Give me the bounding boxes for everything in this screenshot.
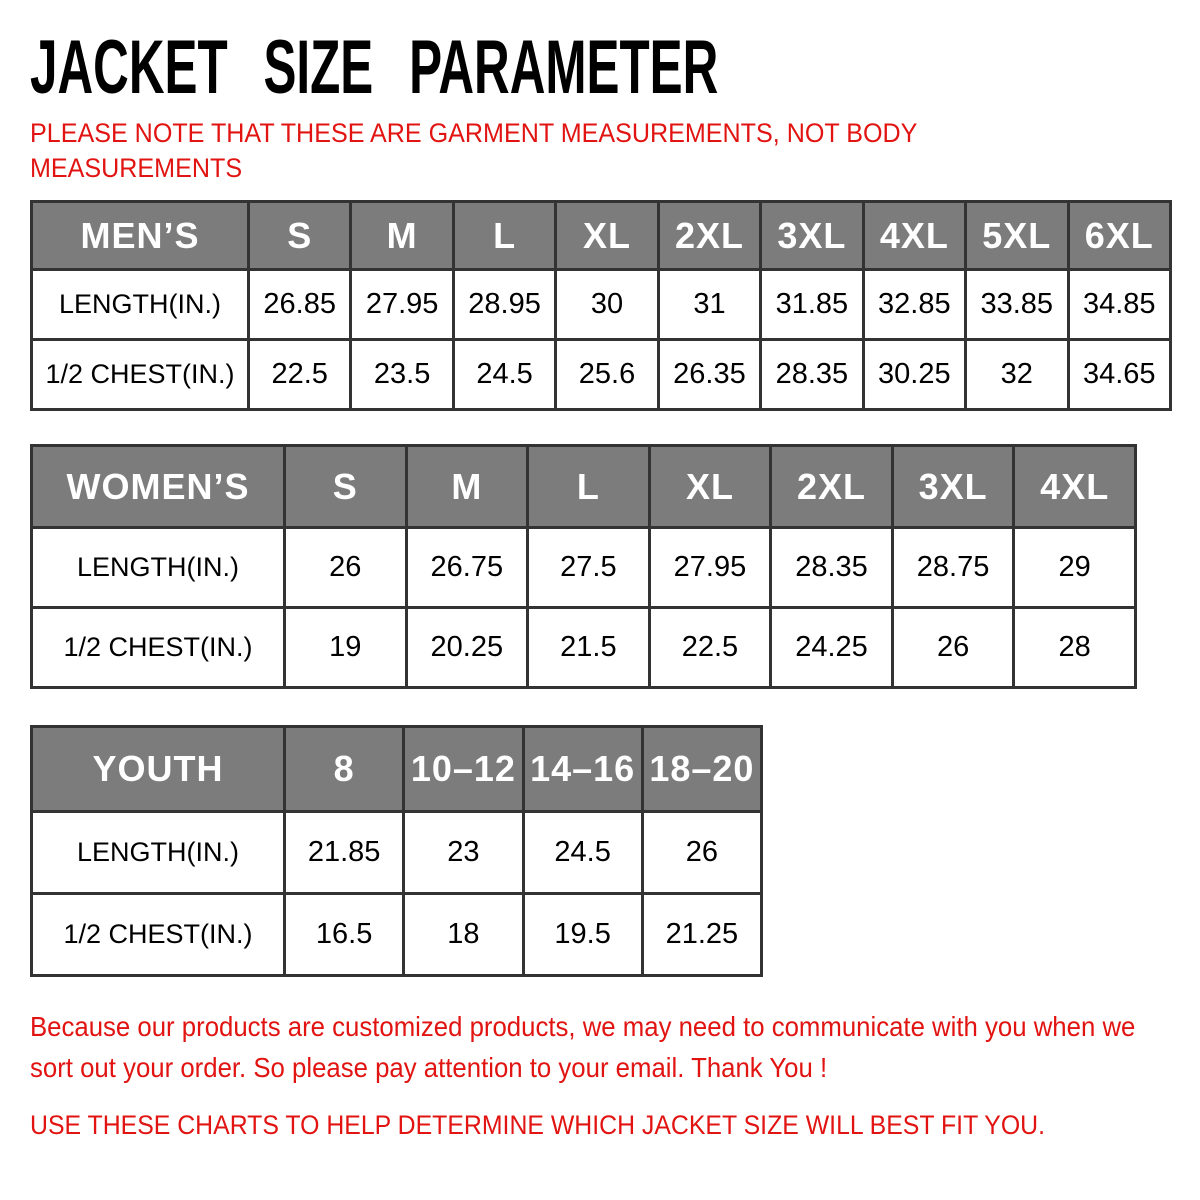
- value-cell: 24.5: [453, 340, 555, 410]
- row-label-cell: 1/2 CHEST(IN.): [32, 894, 285, 976]
- value-cell: 26: [285, 528, 407, 608]
- value-cell: 32: [966, 340, 1068, 410]
- value-cell: 31: [658, 270, 760, 340]
- value-cell: 28.35: [771, 528, 893, 608]
- mens-size-table: [30, 200, 1172, 411]
- mens-size-header: M: [351, 202, 453, 270]
- size-tables: [30, 200, 1180, 977]
- row-label-cell: 1/2 CHEST(IN.): [32, 340, 249, 410]
- value-cell: 16.5: [285, 894, 404, 976]
- womens-size-table: [30, 444, 1137, 689]
- womens-size-header: 3XL: [892, 446, 1014, 528]
- value-cell: 21.85: [285, 812, 404, 894]
- womens-measure-row: [32, 608, 1136, 688]
- youth-size-header: 18–20: [642, 727, 761, 812]
- womens-header-row: [32, 446, 1136, 528]
- youth-header-row: [32, 727, 762, 812]
- womens-size-header: S: [285, 446, 407, 528]
- value-cell: 23: [404, 812, 523, 894]
- value-cell: 34.65: [1068, 340, 1171, 410]
- value-cell: 22.5: [649, 608, 771, 688]
- youth-size-header: 14–16: [523, 727, 642, 812]
- value-cell: 27.5: [528, 528, 650, 608]
- womens-size-header: XL: [649, 446, 771, 528]
- value-cell: 26.85: [249, 270, 351, 340]
- value-cell: 28.75: [892, 528, 1014, 608]
- garment-measurement-note: PLEASE NOTE THAT THESE ARE GARMENT MEASUREMENTS, NOT BODY MEASUREMENTS: [30, 118, 917, 184]
- mens-size-header: XL: [556, 202, 658, 270]
- value-cell: 26: [892, 608, 1014, 688]
- womens-size-header: 2XL: [771, 446, 893, 528]
- row-label-cell: 1/2 CHEST(IN.): [32, 608, 285, 688]
- value-cell: 28.95: [453, 270, 555, 340]
- value-cell: 26.75: [406, 528, 528, 608]
- womens-measure-row: [32, 528, 1136, 608]
- value-cell: 21.5: [528, 608, 650, 688]
- page-title: JACKET SIZE PARAMETER: [30, 25, 719, 110]
- womens-size-header: 4XL: [1014, 446, 1136, 528]
- value-cell: 19: [285, 608, 407, 688]
- mens-measure-row: [32, 270, 1171, 340]
- value-cell: 24.5: [523, 812, 642, 894]
- value-cell: 32.85: [863, 270, 965, 340]
- value-cell: 21.25: [642, 894, 761, 976]
- value-cell: 25.6: [556, 340, 658, 410]
- value-cell: 26.35: [658, 340, 760, 410]
- youth-measure-row: [32, 812, 762, 894]
- value-cell: 18: [404, 894, 523, 976]
- youth-measure-row: [32, 894, 762, 976]
- youth-size-header: 10–12: [404, 727, 523, 812]
- mens-header-row: [32, 202, 1171, 270]
- womens-size-header: L: [528, 446, 650, 528]
- mens-measure-row: [32, 340, 1171, 410]
- value-cell: 27.95: [351, 270, 453, 340]
- value-cell: 28: [1014, 608, 1136, 688]
- value-cell: 20.25: [406, 608, 528, 688]
- womens-table-title-cell: WOMEN’S: [32, 446, 285, 528]
- youth-size-table: [30, 725, 763, 977]
- value-cell: 23.5: [351, 340, 453, 410]
- row-label-cell: LENGTH(IN.): [32, 528, 285, 608]
- mens-size-header: 2XL: [658, 202, 760, 270]
- mens-size-header: 6XL: [1068, 202, 1171, 270]
- row-label-cell: LENGTH(IN.): [32, 270, 249, 340]
- value-cell: 26: [642, 812, 761, 894]
- youth-table-title-cell: YOUTH: [32, 727, 285, 812]
- value-cell: 29: [1014, 528, 1136, 608]
- value-cell: 28.35: [761, 340, 863, 410]
- row-label-cell: LENGTH(IN.): [32, 812, 285, 894]
- fit-advice: USE THESE CHARTS TO HELP DETERMINE WHICH JACKET SIZE WILL BEST FIT YOU.: [30, 1110, 1045, 1141]
- value-cell: 19.5: [523, 894, 642, 976]
- value-cell: 27.95: [649, 528, 771, 608]
- mens-size-header: L: [453, 202, 555, 270]
- value-cell: 22.5: [249, 340, 351, 410]
- mens-size-header: S: [249, 202, 351, 270]
- value-cell: 24.25: [771, 608, 893, 688]
- customization-notice: Because our products are customized products, we may need to communicate with you when we sort out your order. So please pay attention to your email. Thank You !: [30, 1011, 1136, 1083]
- youth-size-header: 8: [285, 727, 404, 812]
- mens-size-header: 4XL: [863, 202, 965, 270]
- mens-size-header: 3XL: [761, 202, 863, 270]
- value-cell: 34.85: [1068, 270, 1171, 340]
- value-cell: 31.85: [761, 270, 863, 340]
- value-cell: 33.85: [966, 270, 1068, 340]
- womens-size-header: M: [406, 446, 528, 528]
- value-cell: 30: [556, 270, 658, 340]
- mens-size-header: 5XL: [966, 202, 1068, 270]
- value-cell: 30.25: [863, 340, 965, 410]
- mens-table-title-cell: MEN’S: [32, 202, 249, 270]
